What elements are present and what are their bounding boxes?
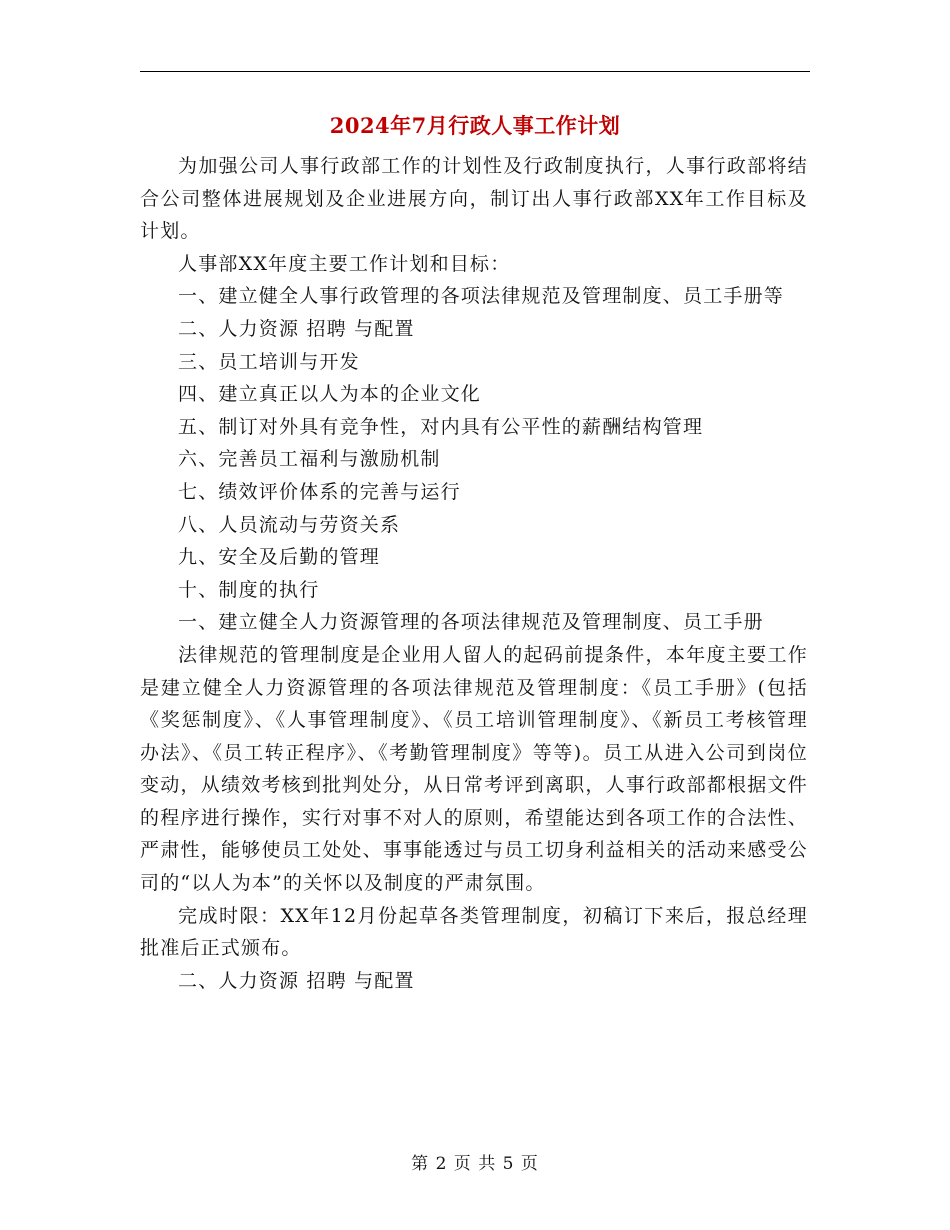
paragraph: 一、建立健全人事行政管理的各项法律规范及管理制度、员工手册等 <box>178 285 785 308</box>
page-number-label: 第 2 页 共 5 页 <box>411 1154 539 1174</box>
document-title: 2024年7月行政人事工作计划 <box>329 113 621 138</box>
document-body <box>140 150 808 997</box>
paragraph: 二、人力资源 招聘 与配置 <box>178 317 415 340</box>
header-rule <box>140 71 810 72</box>
paragraph: 二、人力资源 招聘 与配置 <box>178 969 415 992</box>
page-footer <box>0 1152 950 1176</box>
paragraph: 九、安全及后勤的管理 <box>178 546 381 569</box>
paragraph: 一、建立健全人力资源管理的各项法律规范及管理制度、员工手册 <box>178 611 764 634</box>
paragraph: 四、建立真正以人为本的企业文化 <box>178 383 482 406</box>
paragraph: 完成时限：XX年12月份起草各类管理制度，初稿订下来后，报总经理批准后正式颁布。 <box>140 904 808 960</box>
paragraph: 五、制订对外具有竞争性，对内具有公平性的薪酬结构管理 <box>178 415 704 438</box>
paragraph: 法律规范的管理制度是企业用人留人的起码前提条件，本年度主要工作是建立健全人力资源管理的各项法律规范及管理制度：《员工手册》(包括《奖惩制度》、《人事管理制度》、《员工培训管理制度》、《新员工考核管理办法》、《员工转正程序》、《考勤管理制度》等等)。员工从进入公司到岗位变动，从绩效考核到批判处分，从日常考评到离职，人事行政部都根据文件的程序进行操作，实行对事不对人的原则，希望能达到各项工作的合法性、严肃性，能够使员工处处、事事能透过与员工切身利益相关的活动来感受公司的“以人为本”的关怀以及制度的严肃氛围。 <box>140 643 808 895</box>
paragraph: 八、人员流动与劳资关系 <box>178 513 401 536</box>
paragraph: 十、制度的执行 <box>178 578 320 601</box>
paragraph: 人事部XX年度主要工作计划和目标： <box>178 252 511 275</box>
paragraph: 为加强公司人事行政部工作的计划性及行政制度执行，人事行政部将结合公司整体进展规划及企业进展方向，制订出人事行政部XX年工作目标及计划。 <box>140 155 808 243</box>
paragraph: 三、员工培训与开发 <box>178 350 360 373</box>
paragraph: 六、完善员工福利与激励机制 <box>178 448 441 471</box>
paragraph: 七、绩效评价体系的完善与运行 <box>178 480 461 503</box>
